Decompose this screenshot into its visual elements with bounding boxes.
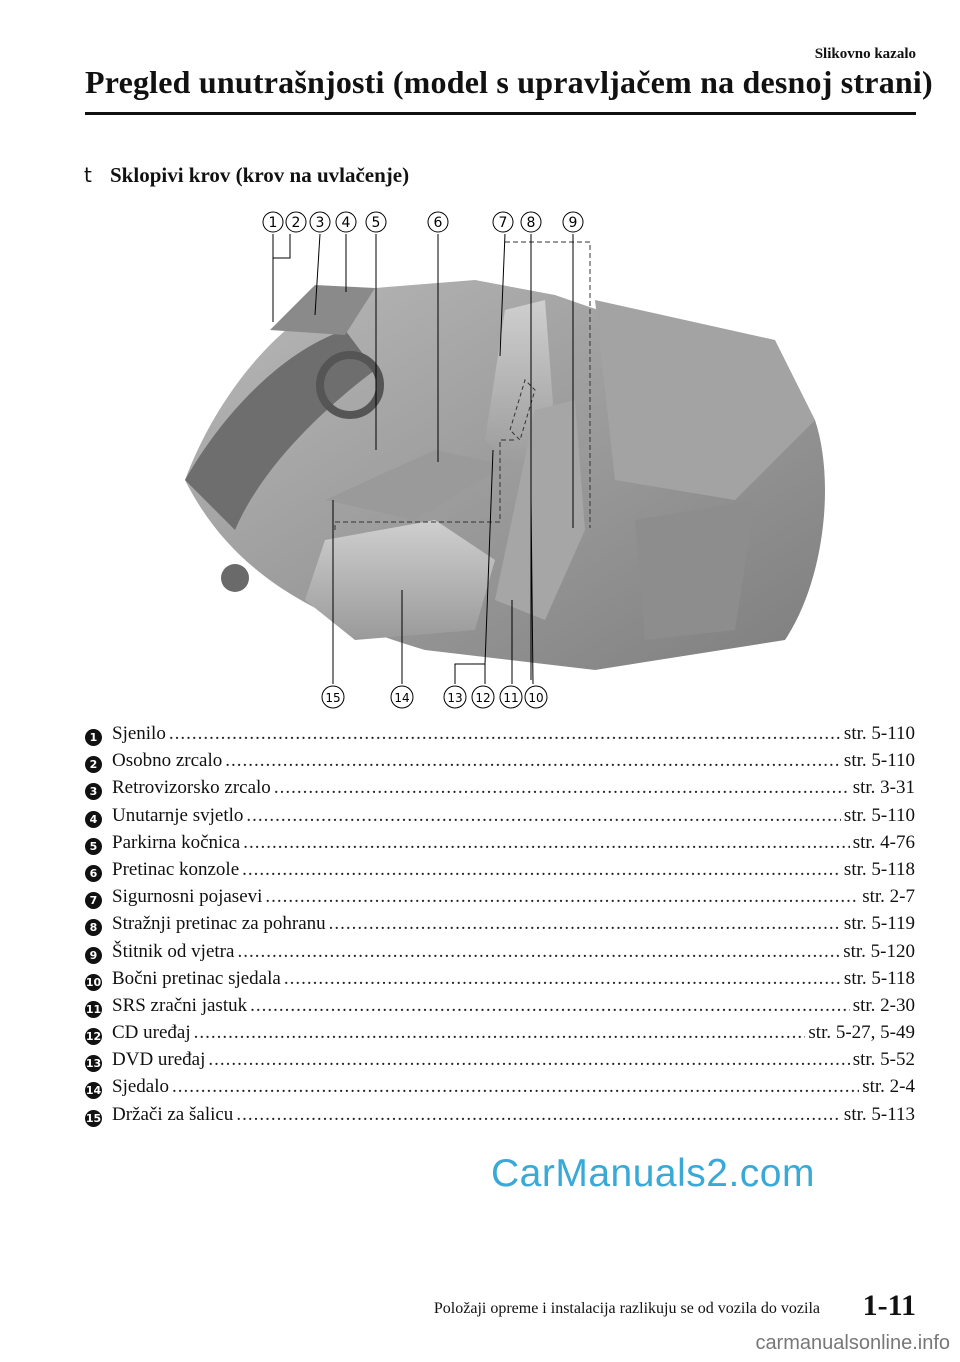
speaker-shape (221, 564, 249, 592)
callouts-bottom-group (322, 686, 547, 708)
page-reference[interactable]: str. 5-120 (843, 940, 915, 962)
svg-text:12: 12 (475, 691, 491, 705)
interior-figure (175, 200, 835, 720)
svg-text:3: 3 (315, 215, 325, 231)
item-label: Sjenilo (112, 723, 166, 744)
item-label: Osobno zrcalo (112, 750, 223, 772)
svg-text:6: 6 (433, 215, 443, 231)
item-label: Štitnik od vjetra (112, 940, 235, 962)
list-item (85, 886, 915, 913)
item-number: 8 (85, 919, 102, 936)
dot-leader (237, 941, 840, 963)
list-item (85, 805, 915, 832)
dot-leader (172, 1076, 859, 1098)
item-label: Parkirna kočnica (112, 831, 241, 853)
page-reference[interactable]: str. 2-4 (862, 1076, 915, 1098)
list-item (85, 941, 915, 968)
item-label: CD uređaj (112, 1022, 191, 1044)
site-watermark: carmanualsonline.info (755, 1332, 950, 1354)
svg-text:4: 4 (341, 215, 351, 231)
item-label: SRS zračni jastuk (112, 994, 248, 1016)
item-number: 5 (85, 838, 102, 855)
list-item (85, 723, 915, 750)
item-label: Unutarnje svjetlo (112, 804, 244, 826)
component-list (85, 723, 915, 1131)
page-reference[interactable]: str. 5-110 (843, 804, 915, 826)
dot-leader (194, 1022, 806, 1044)
dot-leader (208, 1049, 849, 1071)
item-number: 11 (85, 1002, 102, 1016)
item-number: 13 (85, 1057, 102, 1071)
dot-leader (225, 750, 841, 772)
svg-text:7: 7 (498, 215, 508, 231)
page-reference[interactable]: str. 2-30 (852, 994, 915, 1016)
page-number: 1-11 (862, 1289, 916, 1322)
interior-illustration (175, 200, 835, 720)
item-label: Retrovizorsko zrcalo (112, 777, 271, 799)
item-number: 14 (85, 1084, 102, 1098)
svg-text:2: 2 (291, 215, 301, 231)
svg-text:8: 8 (526, 215, 536, 231)
page-title: Pregled unutrašnjosti (model s upravljačem na desnoj strani) (85, 64, 933, 100)
dot-leader (274, 777, 850, 799)
footer-note: Položaji opreme i instalacija razlikuju se od vozila do vozila (433, 1300, 820, 1317)
page-reference[interactable]: str. 5-118 (843, 858, 915, 880)
title-rule (85, 112, 916, 115)
carmanuals-watermark: CarManuals2.com (491, 1152, 815, 1195)
list-item (85, 1104, 915, 1131)
dot-leader (243, 832, 850, 854)
item-number: 1 (85, 729, 102, 746)
item-number: 15 (85, 1111, 102, 1125)
list-item (85, 1022, 915, 1049)
callouts-top-group (263, 212, 583, 232)
page-reference[interactable]: str. 5-118 (843, 967, 915, 989)
dot-leader (250, 995, 850, 1017)
item-number: 4 (85, 811, 102, 828)
dot-leader (265, 886, 859, 908)
page-reference[interactable]: str. 3-31 (852, 777, 915, 799)
svg-text:1: 1 (268, 215, 278, 231)
svg-text:15: 15 (325, 691, 341, 705)
item-number: 7 (85, 892, 102, 909)
page-reference[interactable]: str. 5-119 (843, 913, 915, 935)
list-item (85, 913, 915, 940)
dot-leader (284, 968, 841, 990)
item-number: 9 (85, 947, 102, 964)
page-reference[interactable]: str. 4-76 (852, 831, 915, 853)
svg-text:13: 13 (447, 691, 463, 705)
list-item (85, 777, 915, 804)
item-label: DVD uređaj (112, 1049, 206, 1071)
item-number: 6 (85, 865, 102, 882)
page-reference[interactable]: str. 5-113 (843, 1103, 915, 1125)
svg-text:9: 9 (568, 215, 578, 231)
dot-leader (236, 1104, 841, 1126)
list-item (85, 859, 915, 886)
svg-text:10: 10 (528, 691, 544, 705)
item-label: Sjedalo (112, 1076, 169, 1098)
page-reference[interactable]: str. 2-7 (862, 886, 915, 908)
dot-leader (242, 859, 841, 881)
dot-leader (329, 913, 841, 935)
item-number: 10 (85, 975, 102, 989)
item-number: 3 (85, 783, 102, 800)
page-reference[interactable]: str. 5-110 (843, 750, 915, 772)
item-label: Bočni pretinac sjedala (112, 967, 281, 989)
dot-leader (169, 723, 841, 745)
item-label: Stražnji pretinac za pohranu (112, 913, 326, 935)
subsection-title: Sklopivi krov (krov na uvlačenje) (110, 163, 410, 187)
page-reference[interactable]: str. 5-52 (852, 1049, 915, 1071)
list-item (85, 995, 915, 1022)
section-kicker: Slikovno kazalo (814, 46, 916, 62)
page-reference[interactable]: str. 5-27, 5-49 (808, 1022, 915, 1044)
list-item (85, 1049, 915, 1076)
subsection-marker: t (84, 163, 92, 187)
item-number: 12 (85, 1030, 102, 1044)
dot-leader (246, 805, 841, 827)
item-number: 2 (85, 756, 102, 773)
svg-text:11: 11 (503, 691, 519, 705)
item-label: Sigurnosni pojasevi (112, 886, 263, 908)
svg-text:5: 5 (371, 215, 381, 231)
list-item (85, 1076, 915, 1103)
svg-text:14: 14 (394, 691, 410, 705)
list-item (85, 832, 915, 859)
page-reference[interactable]: str. 5-110 (843, 723, 915, 744)
item-label: Držači za šalicu (112, 1103, 234, 1125)
list-item (85, 750, 915, 777)
list-item (85, 968, 915, 995)
item-label: Pretinac konzole (112, 858, 240, 880)
